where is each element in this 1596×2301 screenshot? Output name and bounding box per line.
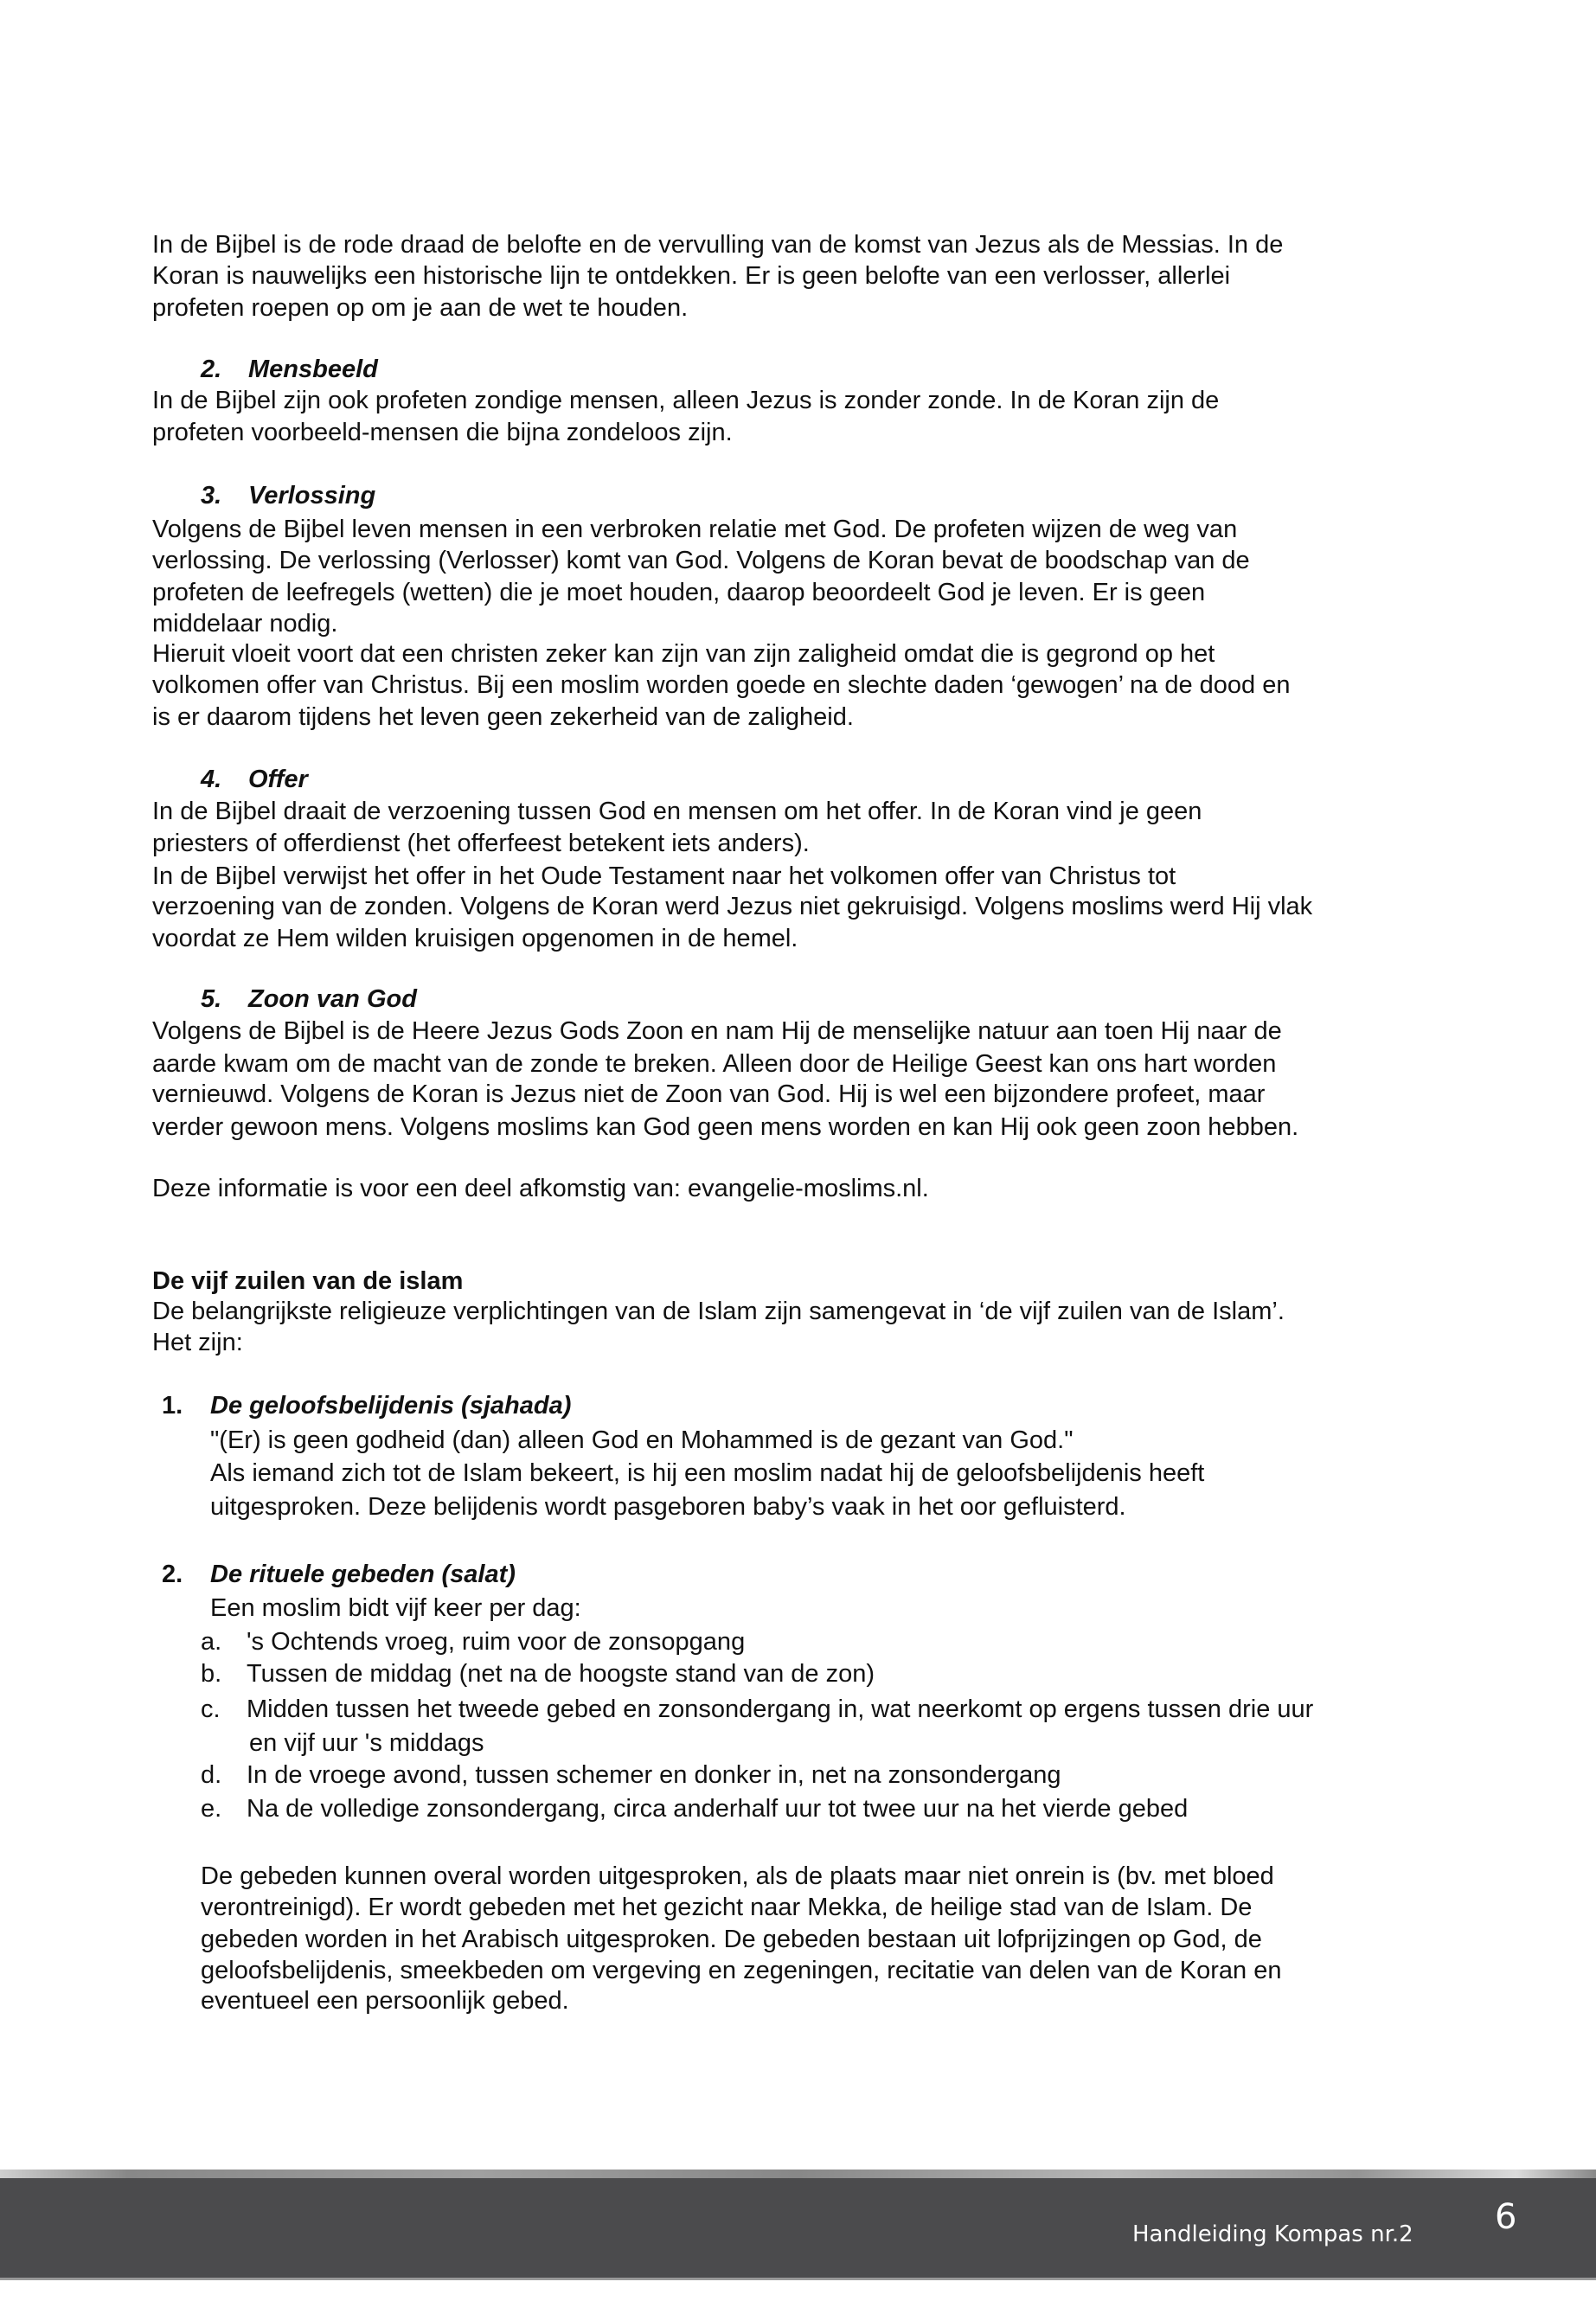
intro-line: In de Bijbel is de rode draad de belofte en de vervulling van de komst van Jezus als de Messias. In de: [152, 231, 1284, 259]
sublist-item: Na de volledige zonsondergang, circa anderhalf uur tot twee uur na het vierde gebed: [247, 1795, 1189, 1823]
paragraph-line: verzoening van de zonden. Volgens de Koran werd Jezus niet gekruisigd. Volgens moslims werd Hij vlak: [152, 893, 1313, 920]
section-heading: Offer: [248, 766, 308, 793]
paragraph-line: Volgens de Bijbel leven mensen in een verbroken relatie met God. De profeten wijzen de weg van: [152, 516, 1238, 543]
paragraph-line: In de Bijbel draait de verzoening tussen God en mensen om het offer. In de Koran vind je geen: [152, 798, 1202, 825]
paragraph-line: is er daarom tijdens het leven geen zekerheid van de zaligheid.: [152, 703, 854, 731]
section-number: 3.: [201, 482, 222, 510]
footer-title: Handleiding Kompas nr.2: [1132, 2221, 1413, 2247]
paragraph-line: verontreinigd). Er wordt gebeden met het gezicht naar Mekka, de heilige stad van de Islam. De: [201, 1894, 1253, 1921]
paragraph-line: eventueel een persoonlijk gebed.: [201, 1987, 569, 2015]
section-number: 4.: [201, 766, 222, 793]
paragraph-line: middelaar nodig.: [152, 610, 338, 638]
paragraph-line: verlossing. De verlossing (Verlosser) komt van God. Volgens de Koran bevat de boodschap van de: [152, 547, 1250, 574]
paragraph-line: "(Er) is geen godheid (dan) alleen God en Mohammed is de gezant van God.": [210, 1426, 1074, 1454]
list-heading: De geloofsbelijdenis (sjahada): [210, 1392, 572, 1420]
sublist-letter: d.: [201, 1761, 222, 1789]
section-number: 2.: [201, 356, 222, 383]
paragraph-line: Het zijn:: [152, 1329, 243, 1356]
paragraph-line: voordat ze Hem wilden kruisigen opgenomen in de hemel.: [152, 925, 798, 952]
page-number: 6: [1495, 2197, 1517, 2237]
list-heading: De rituele gebeden (salat): [210, 1561, 516, 1588]
paragraph-line: In de Bijbel verwijst het offer in het Oude Testament naar het volkomen offer van Christus tot: [152, 862, 1176, 890]
paragraph-line: verder gewoon mens. Volgens moslims kan God geen mens worden en kan Hij ook geen zoon hebben.: [152, 1113, 1299, 1141]
sublist-item: en vijf uur 's middags: [249, 1729, 484, 1757]
paragraph-line: priesters of offerdienst (het offerfeest betekent iets anders).: [152, 830, 810, 857]
paragraph-line: Volgens de Bijbel is de Heere Jezus Gods Zoon en nam Hij de menselijke natuur aan toen Hij naar de: [152, 1017, 1282, 1045]
intro-line: Koran is nauwelijks een historische lijn te ontdekken. Er is geen belofte van een verlosser, allerlei: [152, 262, 1231, 290]
list-number: 2.: [162, 1561, 183, 1588]
sublist-item: Tussen de middag (net na de hoogste stand van de zon): [247, 1660, 875, 1688]
paragraph-line: gebeden worden in het Arabisch uitgesproken. De gebeden bestaan uit lofprijzingen op God, de: [201, 1926, 1262, 1953]
paragraph-line: uitgesproken. Deze belijdenis wordt pasgeboren baby’s vaak in het oor gefluisterd.: [210, 1493, 1126, 1521]
sublist-item: Midden tussen het tweede gebed en zonsondergang in, wat neerkomt op ergens tussen drie uur: [247, 1695, 1314, 1723]
paragraph-line: profeten de leefregels (wetten) die je moet houden, daarop beoordeelt God je leven. Er is geen: [152, 579, 1206, 606]
sublist-item: 's Ochtends vroeg, ruim voor de zonsopgang: [247, 1628, 746, 1656]
footer-divider: [0, 2278, 1596, 2280]
sublist-letter: a.: [201, 1628, 222, 1656]
sublist-item: In de vroege avond, tussen schemer en donker in, net na zonsondergang: [247, 1761, 1061, 1789]
sublist-letter: e.: [201, 1795, 222, 1823]
sublist-letter: c.: [201, 1695, 221, 1723]
pillars-heading: De vijf zuilen van de islam: [152, 1267, 464, 1295]
list-number: 1.: [162, 1392, 183, 1420]
paragraph-line: Hieruit vloeit voort dat een christen zeker kan zijn van zijn zaligheid omdat die is gegrond op het: [152, 640, 1215, 668]
paragraph-line: De gebeden kunnen overal worden uitgesproken, als de plaats maar niet onrein is (bv. met bloed: [201, 1862, 1274, 1890]
paragraph-line: profeten voorbeeld-mensen die bijna zondeloos zijn.: [152, 419, 733, 446]
section-heading: Verlossing: [248, 482, 376, 510]
intro-line: profeten roepen op om je aan de wet te houden.: [152, 294, 689, 322]
section-heading: Mensbeeld: [248, 356, 378, 383]
paragraph-line: volkomen offer van Christus. Bij een moslim worden goede en slechte daden ‘gewogen’ na de dood en: [152, 671, 1291, 699]
paragraph-line: aarde kwam om de macht van de zonde te breken. Alleen door de Heilige Geest kan ons hart worden: [152, 1050, 1277, 1078]
paragraph-line: geloofsbelijdenis, smeekbeden om vergeving en zegeningen, recitatie van delen van de Koran en: [201, 1957, 1282, 1984]
paragraph-line: De belangrijkste religieuze verplichtingen van de Islam zijn samengevat in ‘de vijf zuilen van de Islam’.: [152, 1298, 1285, 1325]
paragraph-line: vernieuwd. Volgens de Koran is Jezus niet de Zoon van God. Hij is wel een bijzondere profeet, maar: [152, 1080, 1266, 1108]
section-number: 5.: [201, 985, 222, 1013]
section-heading: Zoon van God: [248, 985, 417, 1013]
paragraph-line: Als iemand zich tot de Islam bekeert, is hij een moslim nadat hij de geloofsbelijdenis heeft: [210, 1459, 1205, 1487]
source-note: Deze informatie is voor een deel afkomstig van: evangelie-moslims.nl.: [152, 1175, 929, 1202]
sublist-letter: b.: [201, 1660, 222, 1688]
paragraph-line: In de Bijbel zijn ook profeten zondige mensen, alleen Jezus is zonder zonde. In de Koran zijn de: [152, 387, 1220, 414]
paragraph-line: Een moslim bidt vijf keer per dag:: [210, 1594, 581, 1622]
